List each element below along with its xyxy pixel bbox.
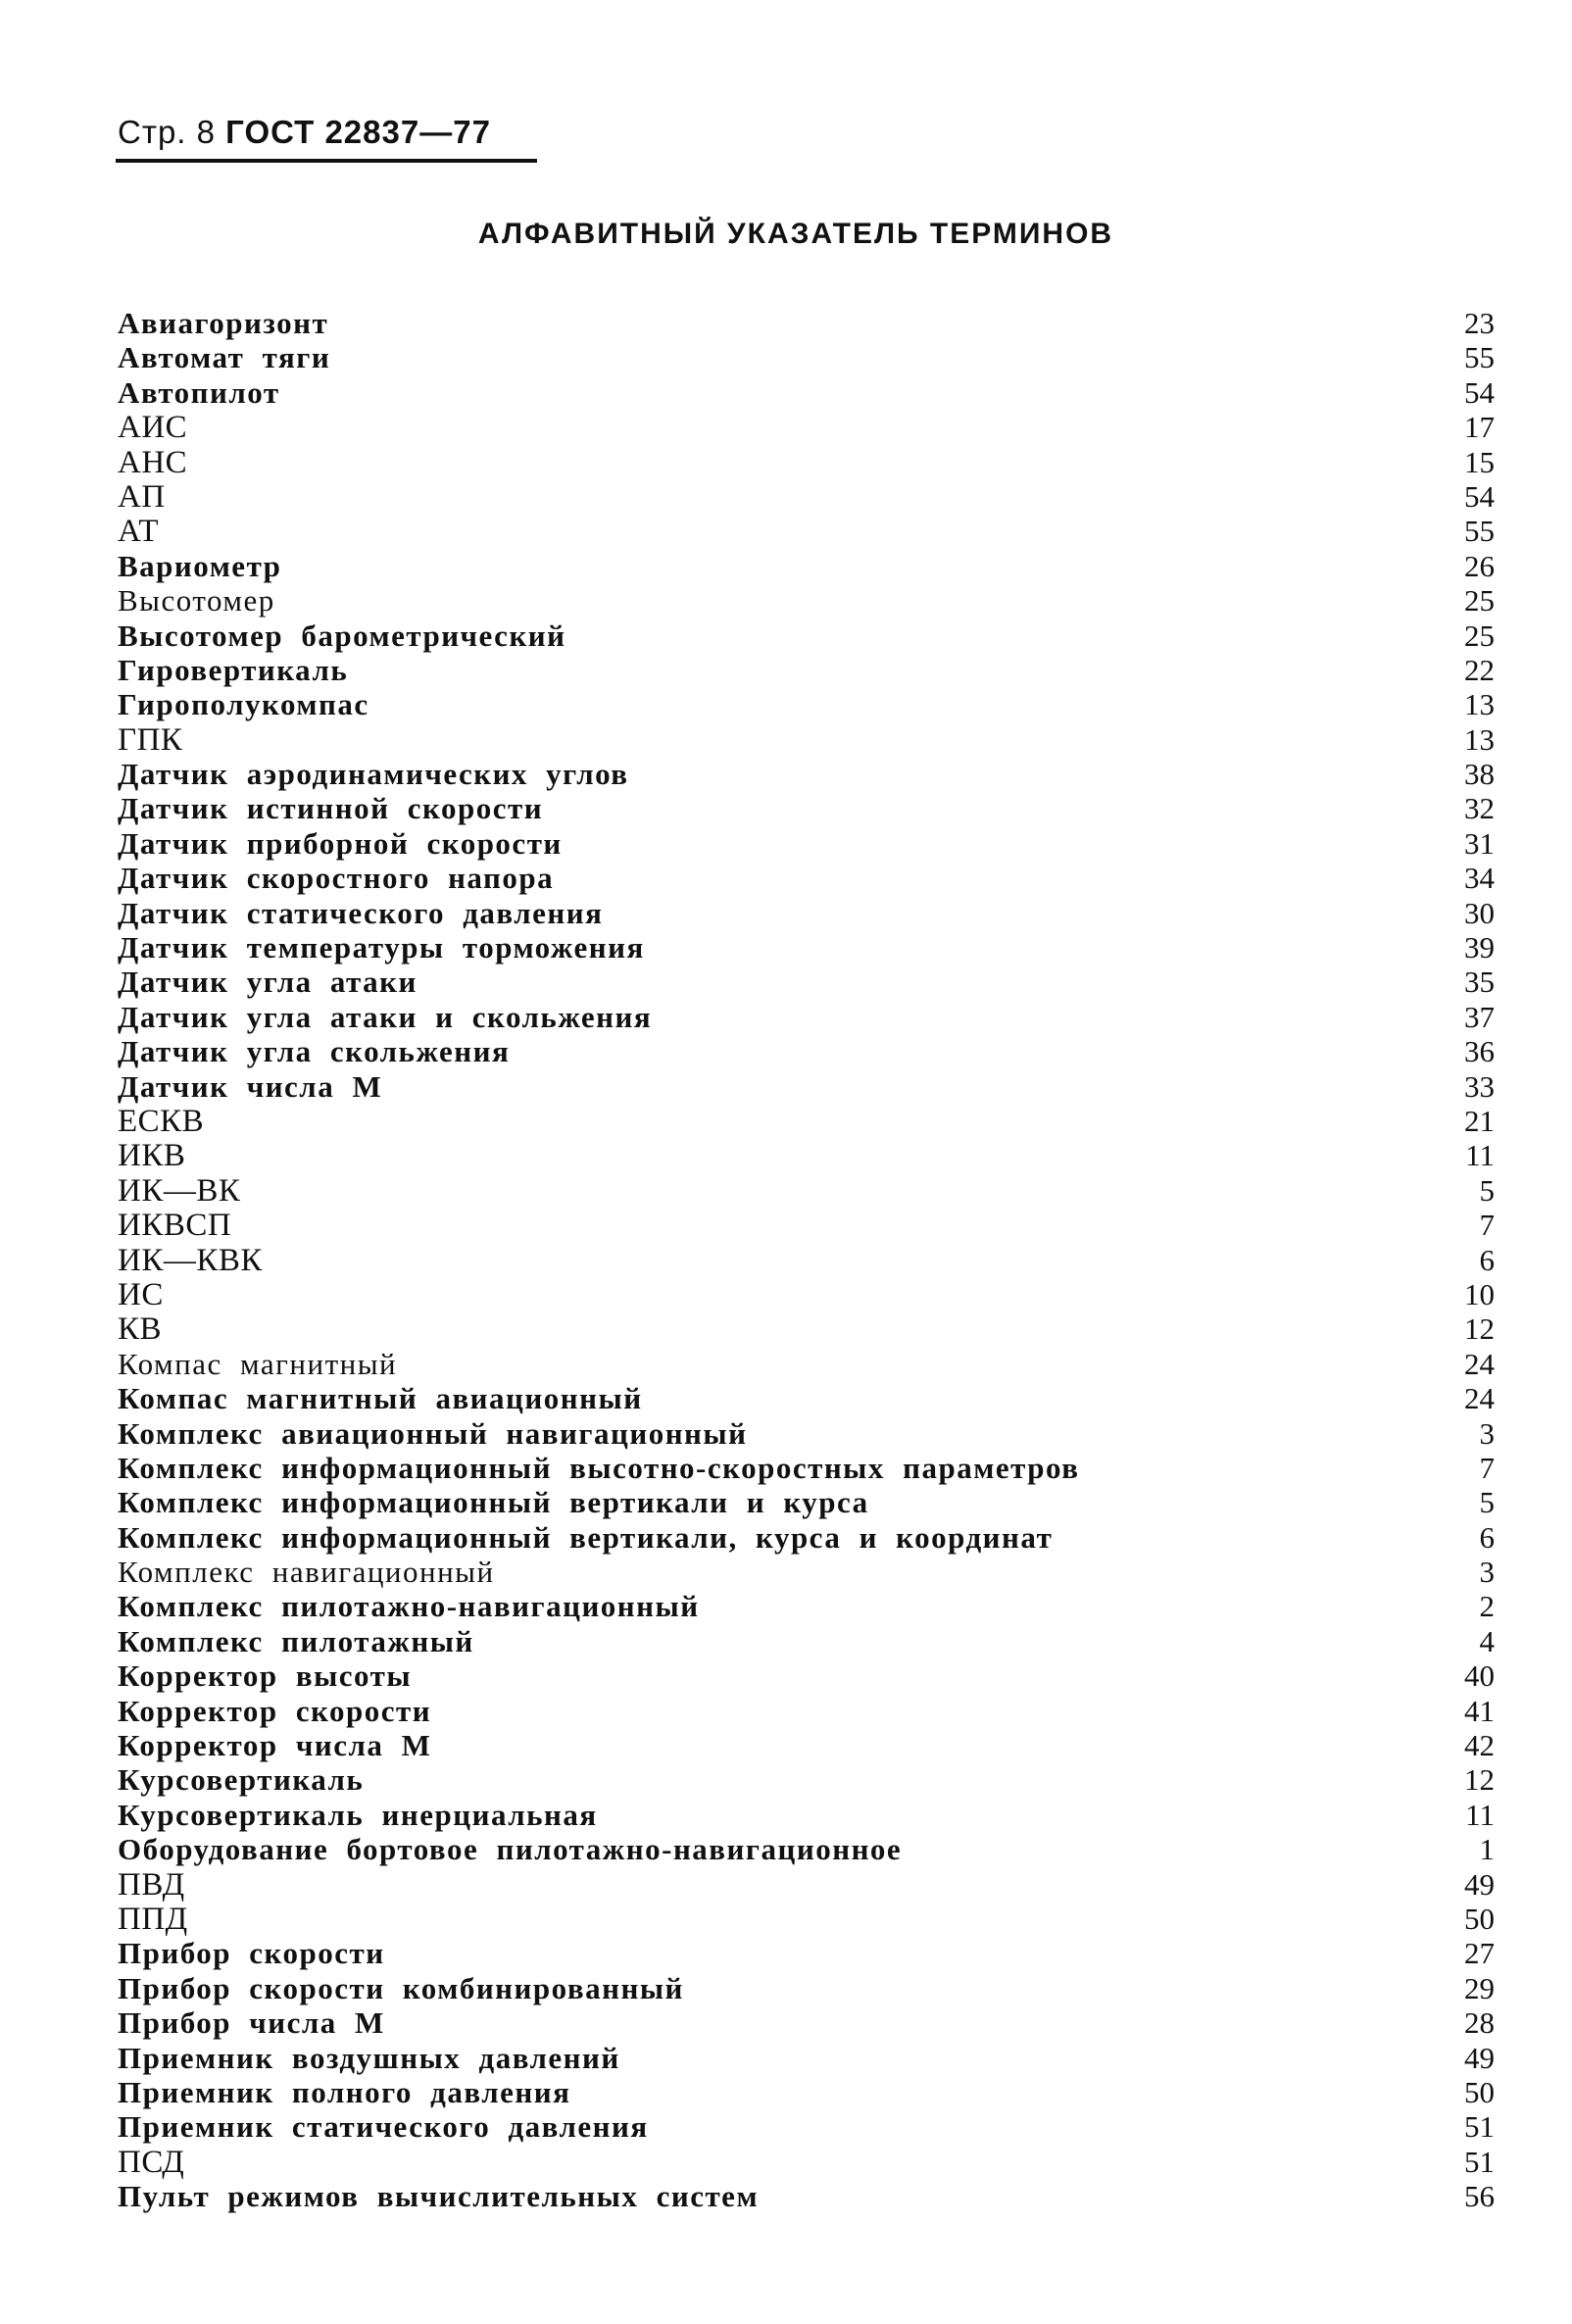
- entry-term: Корректор скорости: [118, 1693, 432, 1728]
- index-entry: [118, 2145, 1495, 2179]
- entry-term: Комплекс информационный высотно-скоростных параметров: [118, 1450, 1080, 1485]
- entry-term: ГПК: [118, 721, 183, 758]
- entry-term: Датчик приборной скорости: [118, 825, 563, 861]
- index-entry: [118, 1624, 1495, 1658]
- entry-number: 12: [1464, 1311, 1495, 1347]
- entry-number: 25: [1464, 583, 1495, 618]
- entry-term: Пульт режимов вычислительных систем: [118, 2179, 760, 2214]
- entry-number: 7: [1479, 1450, 1495, 1485]
- index-entry: [118, 1936, 1495, 1970]
- index-entry: [118, 375, 1495, 410]
- entry-term: АИС: [118, 410, 188, 446]
- entry-number: 50: [1464, 2074, 1495, 2109]
- index-entry: [118, 1243, 1495, 1277]
- entry-number: 49: [1464, 2040, 1495, 2075]
- index-entry: [118, 445, 1495, 479]
- entry-number: 24: [1464, 1381, 1495, 1416]
- entry-term: АНС: [118, 444, 188, 480]
- entry-number: 4: [1479, 1623, 1495, 1658]
- index-entry: [118, 1173, 1495, 1208]
- index-entry: [118, 1589, 1495, 1623]
- entry-number: 51: [1464, 2144, 1495, 2179]
- entry-number: 37: [1464, 999, 1495, 1034]
- index-entry: [118, 1728, 1495, 1762]
- page-label: Стр. 8: [118, 114, 216, 150]
- entry-number: 27: [1464, 1936, 1495, 1971]
- entry-term: ИС: [118, 1276, 164, 1312]
- index-entry: [118, 479, 1495, 514]
- entry-term: Датчик угла атаки и скольжения: [118, 999, 653, 1034]
- entry-term: Датчик угла атаки: [118, 964, 418, 1000]
- entry-number: 29: [1464, 1970, 1495, 2005]
- index-entry: [118, 2005, 1495, 2040]
- entry-term: Прибор скорости: [118, 1936, 385, 1971]
- index-entry: [118, 410, 1495, 444]
- index-entry: [118, 896, 1495, 930]
- entry-number: 30: [1464, 895, 1495, 930]
- entry-term: Датчик скоростного напора: [118, 861, 555, 896]
- index-entry: [118, 1381, 1495, 1415]
- entry-term: Комплекс информационный вертикали и курса: [118, 1485, 869, 1520]
- entry-number: 39: [1464, 930, 1495, 965]
- index-entry: [118, 583, 1495, 618]
- entry-term: ПВД: [118, 1866, 185, 1903]
- entry-number: 54: [1464, 374, 1495, 410]
- index-entry: [118, 1658, 1495, 1693]
- index-entry: [118, 964, 1495, 999]
- entry-number: 34: [1464, 861, 1495, 896]
- entry-number: 35: [1464, 964, 1495, 1000]
- index-entry: [118, 826, 1495, 861]
- entry-term: Комплекс авиационный навигационный: [118, 1415, 748, 1451]
- entry-term: ИКВСП: [118, 1208, 232, 1244]
- header-rule: [116, 159, 537, 163]
- entry-number: 36: [1464, 1034, 1495, 1069]
- entry-number: 42: [1464, 1728, 1495, 1763]
- entry-number: 2: [1479, 1589, 1495, 1624]
- entry-number: 54: [1464, 478, 1495, 514]
- entry-term: ИК—КВК: [118, 1242, 263, 1278]
- index-entry: [118, 2179, 1495, 2213]
- entry-term: Комплекс пилотажный: [118, 1623, 474, 1658]
- entry-term: ЕСКВ: [118, 1103, 205, 1139]
- entry-term: Курсовертикаль инерциальная: [118, 1797, 598, 1832]
- index-entry: [118, 1000, 1495, 1034]
- entry-term: Приемник воздушных давлений: [118, 2040, 620, 2075]
- index-entry: [118, 1520, 1495, 1555]
- entry-number: 33: [1464, 1068, 1495, 1104]
- entry-number: 38: [1464, 757, 1495, 792]
- entry-term: ИКВ: [118, 1138, 186, 1174]
- entry-number: 25: [1464, 618, 1495, 653]
- index-entry: [118, 618, 1495, 653]
- entry-number: 5: [1479, 1172, 1495, 1208]
- entry-number: 50: [1464, 1901, 1495, 1936]
- index-entry: [118, 861, 1495, 895]
- entry-term: Датчик числа М: [118, 1068, 383, 1104]
- index-entry: [118, 722, 1495, 757]
- entry-number: 49: [1464, 1866, 1495, 1902]
- index-entry: [118, 1971, 1495, 2005]
- entry-term: Компас магнитный: [118, 1346, 398, 1381]
- entry-number: 11: [1465, 1797, 1495, 1832]
- index-entry: [118, 1798, 1495, 1832]
- entry-number: 3: [1479, 1415, 1495, 1451]
- index-entry: [118, 930, 1495, 964]
- index-entry: [118, 1104, 1495, 1138]
- entry-term: ИК—ВК: [118, 1172, 241, 1209]
- entry-number: 13: [1464, 721, 1495, 757]
- index-entry: [118, 1311, 1495, 1346]
- index-entry: [118, 1762, 1495, 1797]
- entry-number: 31: [1464, 825, 1495, 861]
- entry-term: Компас магнитный авиационный: [118, 1381, 643, 1416]
- index-entry: [118, 1208, 1495, 1242]
- entry-number: 24: [1464, 1346, 1495, 1381]
- entry-number: 28: [1464, 2005, 1495, 2041]
- entry-number: 26: [1464, 548, 1495, 583]
- index-entry: [118, 687, 1495, 721]
- entry-term: АТ: [118, 514, 160, 550]
- entry-number: 17: [1464, 410, 1495, 445]
- entry-term: Комплекс пилотажно-навигационный: [118, 1589, 700, 1624]
- entry-term: Датчик угла скольжения: [118, 1034, 511, 1069]
- page-title: АЛФАВИТНЫЙ УКАЗАТЕЛЬ ТЕРМИНОВ: [477, 218, 1114, 250]
- entry-number: 55: [1464, 514, 1495, 549]
- index-entry: [118, 1138, 1495, 1172]
- entry-number: 22: [1464, 652, 1495, 687]
- entry-term: Датчик истинной скорости: [118, 791, 544, 826]
- index-entry: [118, 1034, 1495, 1068]
- entry-term: Курсовертикаль: [118, 1762, 365, 1798]
- entry-term: Датчик аэродинамических углов: [118, 757, 629, 792]
- index-entry: [118, 1451, 1495, 1485]
- entry-number: 32: [1464, 791, 1495, 826]
- entry-term: КВ: [118, 1311, 163, 1348]
- entry-number: 7: [1479, 1208, 1495, 1243]
- entry-term: АП: [118, 478, 166, 515]
- entry-number: 12: [1464, 1762, 1495, 1798]
- index-entry: [118, 2041, 1495, 2075]
- entry-number: 11: [1465, 1138, 1495, 1173]
- entry-term: Оборудование бортовое пилотажно-навигационное: [118, 1832, 903, 1867]
- index-entry: [118, 757, 1495, 791]
- entry-term: Датчик температуры торможения: [118, 930, 645, 965]
- entry-number: 6: [1479, 1519, 1495, 1555]
- entry-term: Корректор высоты: [118, 1658, 413, 1694]
- entry-term: Авиагоризонт: [118, 306, 329, 340]
- entry-term: Приемник статического давления: [118, 2109, 649, 2145]
- entry-number: 41: [1464, 1693, 1495, 1728]
- entry-term: Комплекс навигационный: [118, 1555, 495, 1590]
- index-entry: [118, 2075, 1495, 2109]
- entry-term: Прибор числа М: [118, 2005, 385, 2041]
- index-entry: [118, 1832, 1495, 1866]
- index-entry: [118, 1347, 1495, 1381]
- entry-number: 15: [1464, 444, 1495, 479]
- index-entry: [118, 2109, 1495, 2144]
- index-entry: [118, 653, 1495, 687]
- index-entry: [118, 1485, 1495, 1519]
- entry-term: Гировертикаль: [118, 652, 349, 687]
- entry-number: 21: [1464, 1103, 1495, 1138]
- entry-number: 5: [1479, 1485, 1495, 1520]
- entry-number: 56: [1464, 2179, 1495, 2214]
- entry-term: ППД: [118, 1901, 188, 1937]
- index-entry: [118, 306, 1495, 340]
- running-header: [118, 114, 491, 151]
- entry-term: Высотомер барометрический: [118, 618, 566, 653]
- entry-number: 51: [1464, 2109, 1495, 2145]
- index-entry: [118, 791, 1495, 825]
- entry-term: Корректор числа М: [118, 1728, 432, 1763]
- index-entry: [118, 1555, 1495, 1589]
- entry-number: 1: [1479, 1832, 1495, 1867]
- entry-term: Автомат тяги: [118, 340, 331, 375]
- index-entry: [118, 1902, 1495, 1936]
- entry-number: 6: [1479, 1242, 1495, 1277]
- index-entry: [118, 1694, 1495, 1728]
- index-entry: [118, 1069, 1495, 1104]
- term-index-list: [118, 306, 1495, 2213]
- index-entry: [118, 1277, 1495, 1311]
- entry-number: 40: [1464, 1658, 1495, 1694]
- entry-term: Гирополукомпас: [118, 687, 369, 722]
- entry-term: Вариометр: [118, 548, 282, 583]
- entry-number: 55: [1464, 340, 1495, 375]
- entry-term: Датчик статического давления: [118, 895, 604, 930]
- index-entry: [118, 514, 1495, 548]
- entry-number: 23: [1464, 306, 1495, 340]
- entry-term: Прибор скорости комбинированный: [118, 1970, 684, 2005]
- entry-number: 3: [1479, 1555, 1495, 1590]
- entry-term: ПСД: [118, 2144, 185, 2180]
- index-entry: [118, 1867, 1495, 1902]
- index-entry: [118, 549, 1495, 583]
- entry-term: Высотомер: [118, 583, 275, 618]
- entry-number: 13: [1464, 687, 1495, 722]
- standard-number: ГОСТ 22837—77: [225, 114, 491, 150]
- entry-term: Приемник полного давления: [118, 2074, 571, 2109]
- entry-term: Комплекс информационный вертикали, курса и координат: [118, 1519, 1054, 1555]
- index-entry: [118, 1416, 1495, 1451]
- index-entry: [118, 340, 1495, 374]
- entry-number: 10: [1464, 1276, 1495, 1311]
- entry-term: Автопилот: [118, 374, 280, 410]
